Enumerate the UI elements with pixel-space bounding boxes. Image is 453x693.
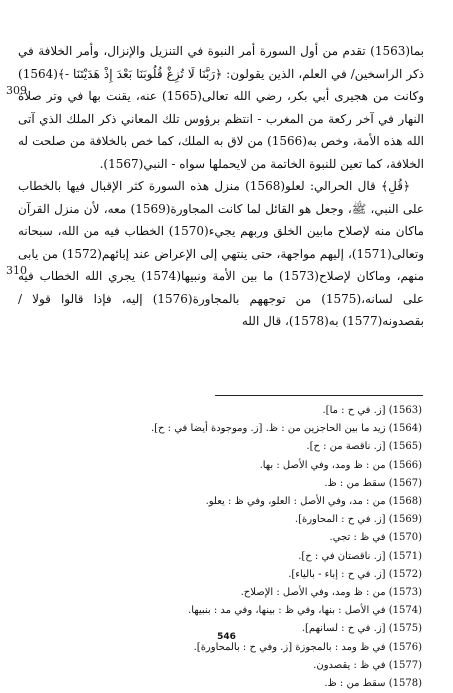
footnote-item: (1568) من : مد، وفي الأصل : العلو، وفي ظ : يعلو. (205, 496, 422, 508)
footnote-item: (1569) [ز. في ح : المحاورة]. (294, 514, 422, 526)
footnote-item: (1567) سقط من : ظ. (324, 477, 422, 489)
footnote-item: (1577) في ظ : يقصدون. (313, 659, 422, 671)
page-number: 546 (217, 632, 236, 642)
footnote-separator (215, 395, 423, 396)
footnote-item: (1571) [ز. ناقصتان في : ح]. (298, 550, 422, 562)
margin-page-marker-309: 309 (6, 84, 27, 97)
footnote-item: (1574) في الأصل : بنها، وفي ظ : بينها، وفي مد : بنبيها. (188, 605, 422, 617)
footnotes-list (150, 402, 422, 693)
footnote-item: (1565) [ز. ناقصة من : ح]. (306, 441, 422, 453)
footnote-item: (1564) زيد ما بين الحاجزين من : ظ. [ز. وموجودة أيضا في : ح]. (150, 423, 422, 435)
main-text-body (18, 40, 424, 333)
margin-page-marker-310: 310 (6, 264, 27, 277)
footnote-item: (1570) في ظ : تجي. (329, 532, 422, 544)
footnote-item: (1572) [ز. في ح : إباء - بالياء]. (288, 568, 422, 580)
paragraph-1: بما(1563) تقدم من أول السورة أمر النبوة في التنزيل والإنزال، وأمر الخلافة في ذكر الراسخين/ في العلم، الذين يقولون: ﴿رَبَّنَا لَا تُزِغْ قُلُوبَنَا بَعْدَ إِذْ هَدَيْتَنَا -﴾(1564) وكانت من هجيرى أبي بكر، رضي الله تعالى(1565) عنه، يقنت بها في وتر صلاة النهار في آخر ركعة من المغرب - انتظم برؤوس تلك المعاني ذكر الملك الذي آتى الله هذه الأمة، وخص به(1566) من لاق به الملك، كما خص بالخلافة من صلحت له الخلافة، كما تعين للنبوة الخاتمة من لايحملها سواه - النبي(1567). (18, 44, 425, 171)
footnote-item: (1566) من : ظ ومد، وفي الأصل : بها. (259, 459, 422, 471)
paragraph-2: ﴿قُلِ﴾ قال الحرالي: لعلو(1568) منزل هذه السورة كثر الإقبال فيها بالخطاب على النبي، ﷺ، وجعل هو القائل لما كانت المجاورة(1569) معه، لأن منزل القرآن ماكان منه لإصلاح مابين الخلق وربهم يجيء(1570) الخطاب فيه من الله، سبحانه وتعالى(1571)، إليهم مواجهة، حتى ينتهي إلى الإعراض عند إبائهم(1572) من يابى منهم، وماكان لإصلاح(1573) ما بين الأمة ونبيها(1574) يجري الله الخطاب فيه على لسانه،(1575) من توجههم بالمجاورة(1576) إليه، فإذا قالوا قولا / بقصدونه(1577) به(1578)، قال الله (18, 179, 425, 328)
footnote-item: (1575) [ز. في ح : لسانهم]. (301, 623, 422, 635)
footnote-item: (1576) في ظ ومد : بالمجوزة [ز. وفي ح : بالمحاورة]. (193, 641, 422, 653)
footnote-item: (1578) سقط من : ظ. (324, 678, 422, 690)
footnote-item: (1563) [ز. في ح : ما]. (322, 405, 422, 416)
footnote-item: (1573) من : ظ ومد، وفي الأصل : الإصلاح. (240, 587, 422, 599)
